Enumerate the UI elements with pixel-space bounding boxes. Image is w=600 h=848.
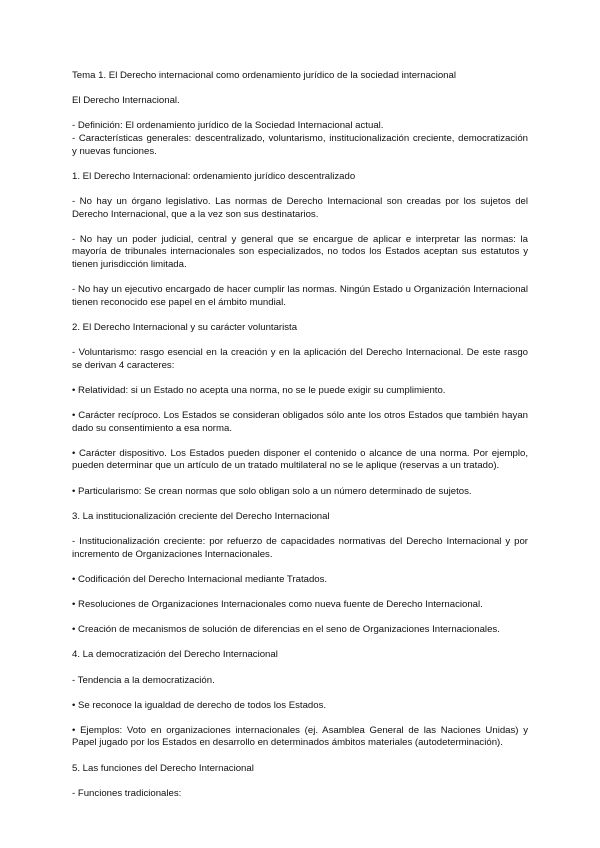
section3-heading: 3. La institucionalización creciente del Derecho Internacional xyxy=(72,510,330,522)
section1-item: - No hay un órgano legislativo. Las normas de Derecho Internacional son creadas por los sujetos del Derecho Internacional, que a la vez son sus destinatarios. xyxy=(72,195,528,220)
section4-item: • Se reconoce la igualdad de derecho de todos los Estados. xyxy=(72,699,327,711)
section3-item: • Codificación del Derecho Internacional mediante Tratados. xyxy=(72,573,328,585)
section1-item: - No hay un ejecutivo encargado de hacer cumplir las normas. Ningún Estado u Organización Internacional tienen reconocido ese papel en el ámbito mundial. xyxy=(72,284,528,308)
section2-item: - Voluntarismo: rasgo esencial en la creación y en la aplicación del Derecho Internacional. De este rasgo se derivan 4 caracteres: xyxy=(72,347,528,371)
section3-item: - Institucionalización creciente: por refuerzo de capacidades normativas del Derecho Internacional y por incremento de Organizaciones Internacionales. xyxy=(72,535,528,560)
intro-characteristics: - Características generales: descentralizado, voluntarismo, institucionalización creciente, democratización y nuevas funciones. xyxy=(72,132,528,157)
section4-item: • Ejemplos: Voto en organizaciones internacionales (ej. Asamblea General de las Naciones Unidas) y Papel jugado por los Estados en desarrollo en determinados ámbitos materiales (autodeterminación). xyxy=(72,724,528,749)
section1-heading: 1. El Derecho Internacional: ordenamiento jurídico descentralizado xyxy=(72,170,356,182)
section2-item: • Relatividad: si un Estado no acepta una norma, no se le puede exigir su cumplimiento. xyxy=(72,384,446,396)
intro-definition: - Definición: El ordenamiento jurídico de la Sociedad Internacional actual. xyxy=(72,120,384,132)
section1-item: - No hay un poder judicial, central y general que se encargue de aplicar e interpretar las normas: la mayoría de tribunales internacionales son especializados, no todos los Estados aceptan sus estatutos y tienen jurisdicción limitada. xyxy=(72,233,528,270)
section4-item: - Tendencia a la democratización. xyxy=(72,674,215,686)
document-title: Tema 1. El Derecho internacional como ordenamiento jurídico de la sociedad internacional xyxy=(72,70,456,81)
section2-heading: 2. El Derecho Internacional y su carácter voluntarista xyxy=(72,321,298,333)
section2-item: • Carácter recíproco. Los Estados se consideran obligados sólo ante los otros Estados que también hayan dado su consentimiento a esa norma. xyxy=(72,410,528,434)
section3-item: • Resoluciones de Organizaciones Internacionales como nueva fuente de Derecho Internacional. xyxy=(72,598,483,610)
section3-item: • Creación de mecanismos de solución de diferencias en el seno de Organizaciones Internacionales. xyxy=(72,624,500,636)
section4-heading: 4. La democratización del Derecho Internacional xyxy=(72,649,278,661)
section5-heading: 5. Las funciones del Derecho Internacional xyxy=(72,762,254,774)
intro-heading: El Derecho Internacional. xyxy=(72,95,180,107)
section2-item: • Carácter dispositivo. Los Estados pueden disponer el contenido o alcance de una norma. Por ejemplo, pueden determinar que un artículo de un tratado multilateral no se le aplique (reservas a un tratado). xyxy=(72,447,528,472)
section2-item: • Particularismo: Se crean normas que solo obligan solo a un número determinado de sujetos. xyxy=(72,485,472,497)
section5-item: - Funciones tradicionales: xyxy=(72,787,182,799)
